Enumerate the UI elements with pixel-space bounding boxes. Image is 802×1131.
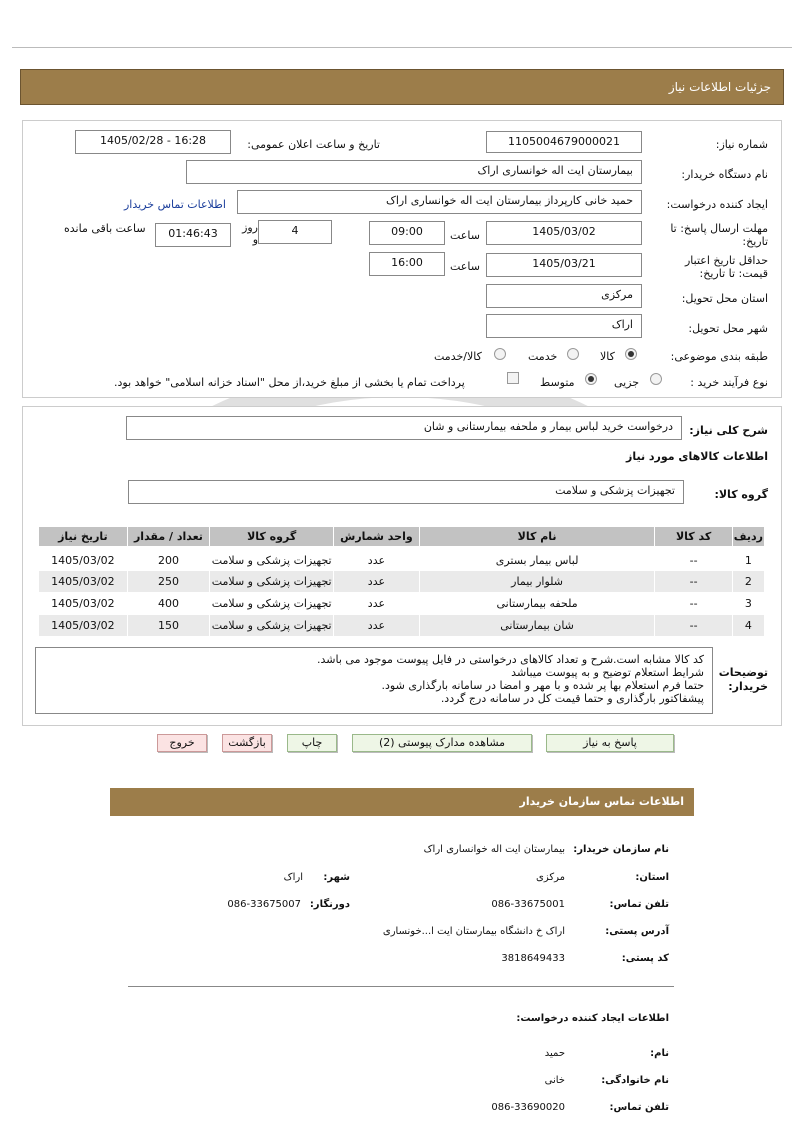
buyer-org-label: نام دستگاه خریدار:: [681, 168, 768, 181]
validity-date-field[interactable]: 1405/03/21: [486, 253, 642, 277]
buyer-contact-link[interactable]: اطلاعات تماس خریدار: [124, 198, 226, 211]
process-medium-label: متوسط: [540, 376, 575, 389]
contact-address: اراک خ دانشگاه بیمارستان ایت ا...خونساری: [382, 926, 565, 937]
goods-group-field[interactable]: تجهیزات پزشکی و سلامت: [128, 480, 684, 504]
cell-name: شان بیمارستانی: [419, 615, 655, 637]
contact-province-label: استان:: [635, 872, 669, 883]
process-partial-radio[interactable]: [650, 373, 662, 385]
col-date: تاریخ نیاز: [39, 527, 128, 549]
announce-datetime-field[interactable]: 1405/02/28 - 16:28: [75, 130, 231, 154]
creator-phone: 086-33690020: [491, 1102, 565, 1113]
cell-qty: 250: [127, 571, 209, 593]
days-label: روز و: [242, 221, 258, 246]
cell-code: --: [655, 571, 732, 593]
exit-button[interactable]: خروج: [157, 734, 207, 752]
deadline-time-label: ساعت: [450, 229, 480, 242]
cell-group: تجهیزات پزشکی و سلامت: [210, 549, 334, 571]
cell-unit: عدد: [334, 549, 420, 571]
summary-field[interactable]: درخواست خرید لباس بیمار و ملحفه بیمارستانی و شان: [126, 416, 682, 440]
creator-field[interactable]: حمید خانی کارپرداز بیمارستان ایت اله خوانساری اراک: [237, 190, 642, 214]
cell-date: 1405/03/02: [39, 549, 128, 571]
attachments-button[interactable]: مشاهده مدارک پیوستی (2): [352, 734, 532, 752]
creator-phone-label: تلفن تماس:: [609, 1102, 669, 1113]
cell-date: 1405/03/02: [39, 593, 128, 615]
contact-org-label: نام سازمان خریدار:: [573, 844, 669, 855]
col-code: کد کالا: [655, 527, 732, 549]
cell-unit: عدد: [334, 615, 420, 637]
category-service-radio[interactable]: [567, 348, 579, 360]
contact-phone: 086-33675001: [491, 899, 565, 910]
contact-city: اراک: [283, 872, 303, 883]
note-line: کد کالا مشابه است.شرح و تعداد کالاهای درخواستی در فایل پیوست موجود می باشد.: [317, 653, 704, 666]
cell-row: 3: [732, 593, 764, 615]
table-row: [39, 571, 765, 593]
contact-city-label: شهر:: [323, 872, 350, 883]
table-row: [39, 549, 765, 571]
note-line: حتما فرم استعلام بها پر شده و با مهر و امضا در سامانه بارگذاری شود.: [381, 679, 704, 692]
validity-time-label: ساعت: [450, 260, 480, 273]
notes-box: [35, 647, 713, 714]
contact-header: [110, 788, 694, 816]
col-qty: تعداد / مقدار: [127, 527, 209, 549]
cell-name: لباس بیمار بستری: [419, 549, 655, 571]
cell-name: شلوار بیمار: [419, 571, 655, 593]
goods-info-heading: اطلاعات کالاهای مورد نیاز: [626, 450, 768, 463]
note-line: شرایط استعلام توضیح و به پیوست میباشد: [511, 666, 704, 679]
buyer-org-field[interactable]: بیمارستان ایت اله خوانساری اراک: [186, 160, 642, 184]
creator-label: ایجاد کننده درخواست:: [666, 198, 768, 211]
reply-button[interactable]: پاسخ به نیاز: [546, 734, 674, 752]
remaining-label: ساعت باقی مانده: [64, 222, 146, 235]
cell-qty: 150: [127, 615, 209, 637]
cell-date: 1405/03/02: [39, 615, 128, 637]
cell-unit: عدد: [334, 571, 420, 593]
payment-note: پرداخت تمام یا بخشی از مبلغ خرید،از محل "اسناد خزانه اسلامی" خواهد بود.: [114, 376, 465, 389]
creator-name-label: نام:: [650, 1048, 669, 1059]
goods-table: [38, 526, 765, 637]
contact-postal: 3818649433: [501, 953, 565, 964]
contact-province: مرکزی: [536, 872, 565, 883]
cell-row: 4: [732, 615, 764, 637]
deadline-label: مهلت ارسال پاسخ: تا تاریخ:: [670, 222, 768, 248]
table-row: [39, 593, 765, 615]
cell-qty: 200: [127, 549, 209, 571]
cell-group: تجهیزات پزشکی و سلامت: [210, 593, 334, 615]
print-button[interactable]: چاپ: [287, 734, 337, 752]
contact-divider: [128, 986, 674, 987]
category-label: طبقه بندی موضوعی:: [670, 350, 768, 363]
col-group: گروه کالا: [210, 527, 334, 549]
creator-name: حمید: [544, 1048, 565, 1059]
category-goods-radio[interactable]: [625, 348, 637, 360]
top-divider: [12, 47, 792, 48]
col-unit: واحد شمارش: [334, 527, 420, 549]
table-header-row: [39, 527, 765, 549]
cell-code: --: [655, 593, 732, 615]
cell-code: --: [655, 549, 732, 571]
remaining-time-field[interactable]: 01:46:43: [155, 223, 231, 247]
need-number-field[interactable]: 1105004679000021: [486, 131, 642, 153]
province-label: استان محل تحویل:: [681, 292, 768, 305]
contact-address-label: آدرس پستی:: [605, 926, 669, 937]
cell-code: --: [655, 615, 732, 637]
col-name: نام کالا: [419, 527, 655, 549]
page-header: [20, 69, 784, 105]
col-row: ردیف: [732, 527, 764, 549]
goods-group-label: گروه کالا:: [714, 488, 768, 501]
cell-group: تجهیزات پزشکی و سلامت: [210, 615, 334, 637]
cell-row: 2: [732, 571, 764, 593]
creator-family: خانی: [544, 1075, 565, 1086]
notes-label: توضیحات خریدار:: [718, 666, 768, 693]
contact-phone-label: تلفن تماس:: [609, 899, 669, 910]
validity-time-field[interactable]: 16:00: [369, 252, 445, 276]
contact-org: بیمارستان ایت اله خوانساری اراک: [423, 844, 565, 855]
treasury-payment-checkbox[interactable]: [507, 372, 519, 384]
contact-postal-label: کد پستی:: [621, 953, 669, 964]
back-button[interactable]: بازگشت: [222, 734, 272, 752]
process-label: نوع فرآیند خرید :: [690, 376, 768, 389]
cell-qty: 400: [127, 593, 209, 615]
days-field[interactable]: 4: [258, 220, 332, 244]
cell-date: 1405/03/02: [39, 571, 128, 593]
creator-info-title: اطلاعات ایجاد کننده درخواست:: [516, 1013, 669, 1024]
contact-fax: 086-33675007: [227, 899, 301, 910]
cell-unit: عدد: [334, 593, 420, 615]
table-row: [39, 615, 765, 637]
city-label: شهر محل تحویل:: [688, 322, 768, 335]
category-both-radio[interactable]: [494, 348, 506, 360]
need-number-label: شماره نیاز:: [715, 138, 768, 151]
cell-group: تجهیزات پزشکی و سلامت: [210, 571, 334, 593]
category-both-label: کالا/خدمت: [434, 350, 482, 363]
contact-title: اطلاعات تماس سازمان خریدار: [519, 795, 684, 808]
validity-label: حداقل تاریخ اعتبار قیمت: تا تاریخ:: [684, 254, 768, 280]
cell-name: ملحفه بیمارستانی: [419, 593, 655, 615]
page-title: جزئیات اطلاعات نیاز: [668, 80, 771, 94]
summary-label: شرح کلی نیاز:: [689, 424, 768, 437]
note-line: پیشفاکتور بارگذاری و حتما قیمت کل در سامانه درج گردد.: [440, 692, 704, 705]
cell-row: 1: [732, 549, 764, 571]
process-partial-label: جزیی: [614, 376, 640, 389]
province-field[interactable]: مرکزی: [486, 284, 642, 308]
deadline-time-field[interactable]: 09:00: [369, 221, 445, 245]
category-goods-label: کالا: [600, 350, 615, 363]
category-service-label: خدمت: [528, 350, 558, 363]
deadline-date-field[interactable]: 1405/03/02: [486, 221, 642, 245]
city-field[interactable]: اراک: [486, 314, 642, 338]
process-medium-radio[interactable]: [585, 373, 597, 385]
creator-family-label: نام خانوادگی:: [601, 1075, 669, 1086]
contact-fax-label: دورنگار:: [309, 899, 350, 910]
announce-label: تاریخ و ساعت اعلان عمومی:: [247, 138, 380, 151]
